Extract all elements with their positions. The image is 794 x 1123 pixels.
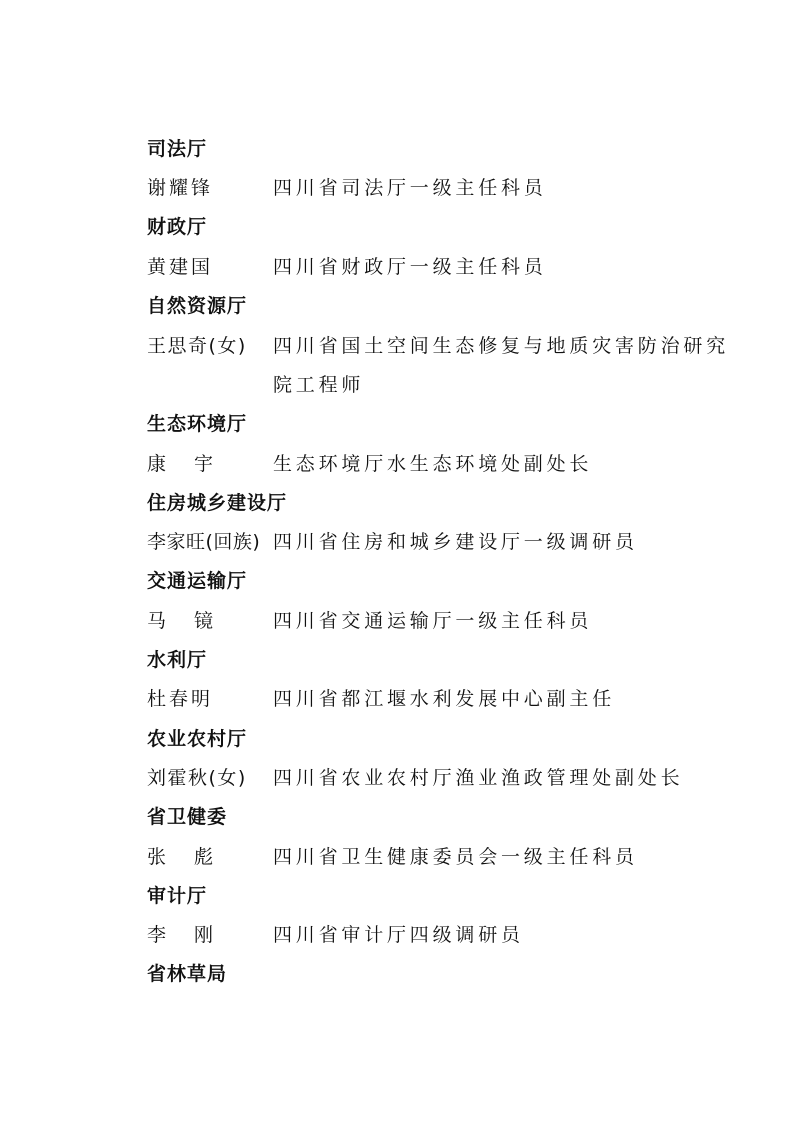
section-heading: 审计厅	[147, 885, 208, 907]
person-name	[147, 844, 213, 870]
section-heading: 水利厅	[147, 649, 208, 671]
section-heading: 农业农村厅	[147, 728, 248, 750]
section-heading: 自然资源厅	[147, 295, 248, 317]
person-name: 黄建国	[147, 256, 214, 278]
person-name-surname: 张	[147, 846, 167, 868]
person-name-given: 宇	[194, 453, 214, 475]
person-title: 四川省财政厅一级主任科员	[273, 256, 547, 278]
person-title: 四川省国土空间生态修复与地质灾害防治研究	[273, 335, 730, 357]
person-name-given: 彪	[194, 846, 214, 868]
person-name: 王思奇(女)	[147, 335, 247, 357]
section-heading: 住房城乡建设厅	[147, 492, 288, 514]
person-title: 四川省司法厅一级主任科员	[273, 177, 547, 199]
person-name-given: 刚	[194, 924, 214, 946]
person-title: 四川省交通运输厅一级主任科员	[273, 610, 593, 632]
person-name	[147, 922, 213, 948]
person-name: 杜春明	[147, 688, 214, 710]
person-name-surname: 马	[147, 610, 167, 632]
person-title: 四川省住房和城乡建设厅一级调研员	[273, 531, 638, 553]
person-name-surname: 康	[147, 453, 167, 475]
person-name-surname: 李	[147, 924, 167, 946]
person-title-continued: 院工程师	[273, 374, 365, 396]
person-name: 李家旺(回族)	[147, 531, 261, 553]
person-name	[147, 451, 213, 477]
section-heading: 省卫健委	[147, 806, 228, 828]
section-heading: 司法厅	[147, 138, 208, 160]
person-title: 生态环境厅水生态环境处副处长	[273, 453, 593, 475]
person-name: 谢耀锋	[147, 177, 214, 199]
person-name	[147, 608, 213, 634]
section-heading: 生态环境厅	[147, 413, 248, 435]
section-heading: 省林草局	[147, 963, 228, 985]
section-heading: 财政厅	[147, 216, 208, 238]
person-title: 四川省农业农村厅渔业渔政管理处副处长	[273, 767, 684, 789]
person-name: 刘霍秋(女)	[147, 767, 247, 789]
person-title: 四川省都江堰水利发展中心副主任	[273, 688, 616, 710]
person-name-given: 镜	[194, 610, 214, 632]
person-title: 四川省审计厅四级调研员	[273, 924, 524, 946]
section-heading: 交通运输厅	[147, 570, 248, 592]
person-title: 四川省卫生健康委员会一级主任科员	[273, 846, 638, 868]
